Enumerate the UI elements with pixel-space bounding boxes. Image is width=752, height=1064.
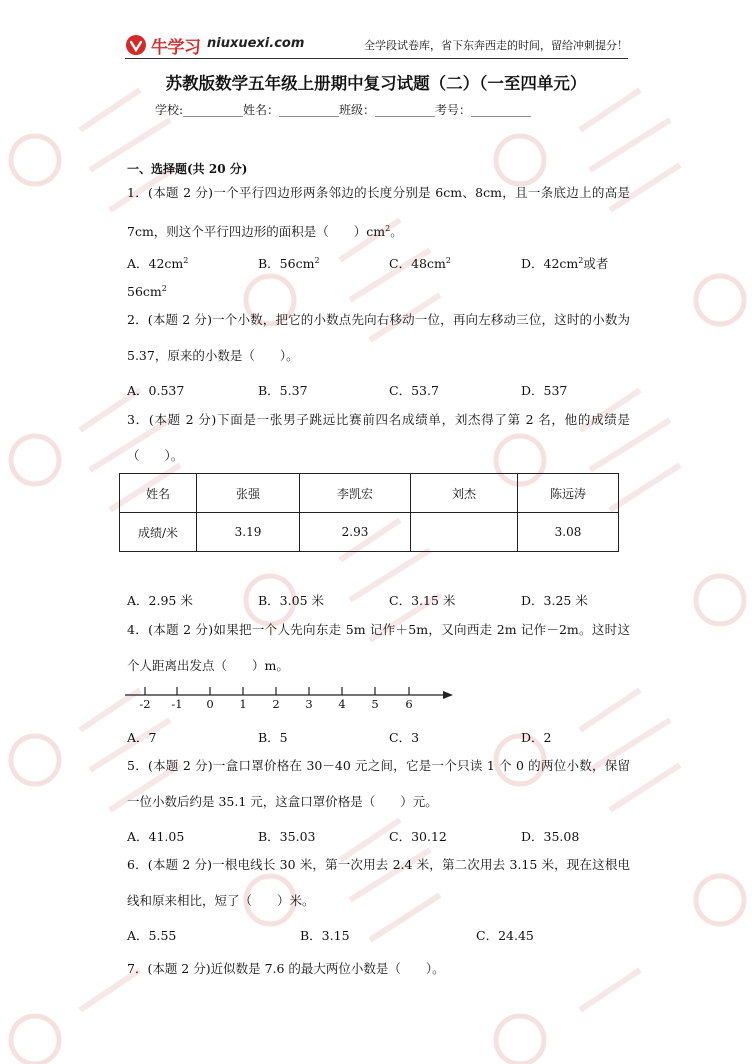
question-5-text: 5．(本题 2 分)一盒口罩价格在 30－40 元之间，它是一个只读 1 个 0 的两位小数，保留一位小数后约是 35.1 元，这盒口罩价格是（ ）元。 xyxy=(127,758,630,809)
question-7-text: 7．(本题 2 分)近似数是 7.6 的最大两位小数是（ ）。 xyxy=(127,961,445,976)
brand-logo-icon xyxy=(125,34,147,56)
q4-option-b: B．5 xyxy=(258,730,288,745)
header-divider xyxy=(125,58,628,59)
table-header-cell: 姓名 xyxy=(120,474,197,513)
page-header xyxy=(125,30,628,60)
header-slogan: 全学段试卷库，省下东奔西走的时间，留给冲刺提分！ xyxy=(364,39,628,52)
student-info-line: 学校:__________姓名：__________班级：__________考号：__________ xyxy=(155,103,532,117)
q1-option-d-cont: $56cm^2$ xyxy=(127,284,167,299)
table-cell: 成绩/米 xyxy=(120,513,197,552)
table-row xyxy=(120,513,619,552)
table-cell: 2.93 xyxy=(300,513,411,552)
question-3-text: 3．(本题 2 分)下面是一张男子跳远比赛前四名成绩单，刘杰得了第 2 名，他的成绩是（ ）。 xyxy=(127,412,630,463)
table-row xyxy=(120,474,619,513)
question-4-text: 4．(本题 2 分)如果把一个人先向东走 5m 记作＋5m，又向西走 2m 记作－2m。这时这个人距离出发点（ ）m。 xyxy=(127,622,630,673)
section-heading: 一、选择题(共 20 分) xyxy=(127,162,248,176)
number-line-label: 0 xyxy=(206,697,214,711)
q4-option-c: C．3 xyxy=(389,730,420,745)
q2-option-a: A．0.537 xyxy=(127,383,185,398)
question-1-part1: 1．(本题 2 分)一个平行四边形两条邻边的长度分别是 6cm、8cm，且一条底边上的高是 7cm，则这个平行四边形的面积是（ ）$cm^2$。 xyxy=(127,185,630,239)
table-header-cell: 张强 xyxy=(197,474,300,513)
q5-option-c: C．30.12 xyxy=(389,829,447,844)
q5-option-a: A．41.05 xyxy=(127,829,185,844)
question-6-text: 6．(本题 2 分)一根电线长 30 米，第一次用去 2.4 米，第二次用去 3.15 米，现在这根电线和原来相比，短了（ ）米。 xyxy=(127,857,630,908)
q6-option-c: C．24.45 xyxy=(476,928,534,943)
exam-title: 苏教版数学五年级上册期中复习试题（二）（一至四单元） xyxy=(165,74,587,93)
q3-option-b: B．3.05 米 xyxy=(258,593,324,608)
number-line-label: -1 xyxy=(171,697,183,711)
q2-option-d: D．537 xyxy=(521,383,568,398)
q1-option-b: B．$56cm^2$ xyxy=(258,256,320,271)
q3-option-c: C．3.15 米 xyxy=(389,593,456,608)
table-header-cell: 陈远涛 xyxy=(518,474,619,513)
q5-option-b: B．35.03 xyxy=(258,829,316,844)
q3-option-d: D．3.25 米 xyxy=(521,593,588,608)
q4-option-a: A．7 xyxy=(127,730,157,745)
q6-option-a: A．5.55 xyxy=(127,928,177,943)
q2-option-b: B．5.37 xyxy=(258,383,308,398)
number-line-label: 2 xyxy=(272,697,280,711)
number-line-label: 1 xyxy=(239,697,247,711)
table-cell: 3.19 xyxy=(197,513,300,552)
question-1-text xyxy=(127,175,630,250)
number-line-label: 4 xyxy=(338,697,346,711)
number-line-label: 5 xyxy=(371,697,379,711)
table-cell: 3.08 xyxy=(518,513,619,552)
q1-option-a: A．$42cm^2$ xyxy=(127,256,189,271)
brand-domain: niuxuexi.com xyxy=(207,36,305,51)
q2-option-c: C．53.7 xyxy=(389,383,439,398)
brand-name: 牛学习 xyxy=(151,38,201,58)
q1-option-d: D．$42cm^2$或者 xyxy=(521,256,609,271)
score-table xyxy=(119,473,619,552)
table-cell xyxy=(411,513,518,552)
question-2-text: 2．(本题 2 分)一个小数，把它的小数点先向右移动一位，再向左移动三位，这时的小数为 5.37，原来的小数是（ ）。 xyxy=(127,312,630,363)
number-line-label: 6 xyxy=(405,697,413,711)
q3-option-a: A．2.95 米 xyxy=(127,593,193,608)
table-header-cell: 刘杰 xyxy=(411,474,518,513)
q6-option-b: B．3.15 xyxy=(300,928,350,943)
q5-option-d: D．35.08 xyxy=(521,829,580,844)
number-line-label: 3 xyxy=(305,697,313,711)
table-header-cell: 李凯宏 xyxy=(300,474,411,513)
q4-option-d: D．2 xyxy=(521,730,552,745)
q1-option-c: C．$48cm^2$ xyxy=(389,256,451,271)
number-line-label: -2 xyxy=(139,697,151,711)
